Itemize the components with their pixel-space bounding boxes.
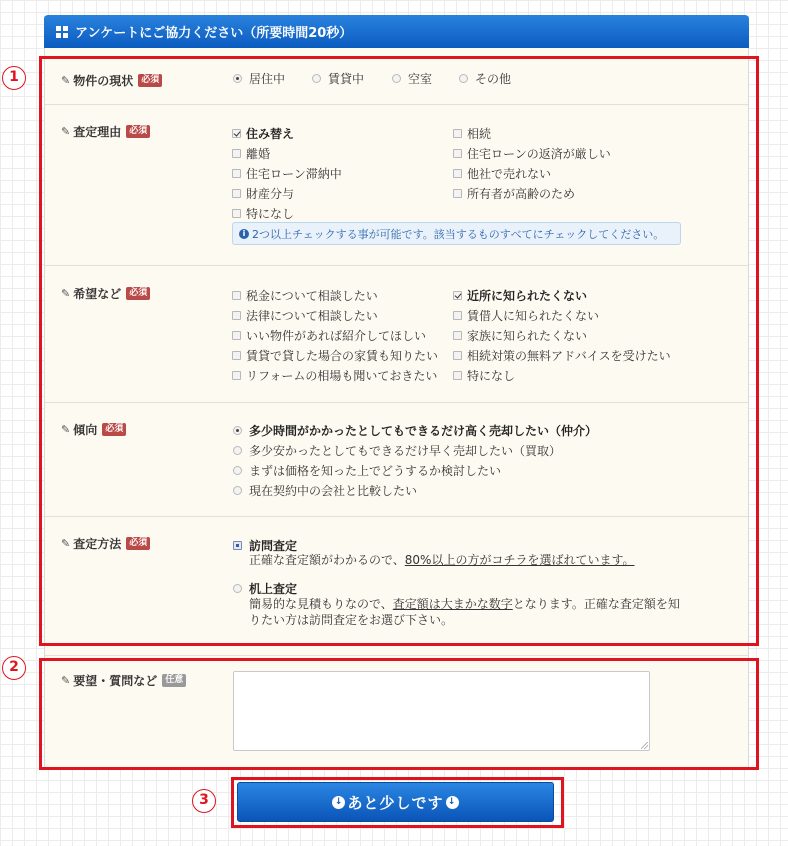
option-label: 多少安かったとしてもできるだけ早く売却したい（買取） [249,444,562,458]
annotation-box-1 [39,56,759,646]
visit-desc-text: 正確な査定額がわかるので、 [249,553,405,567]
option-label: 近所に知られたくない [467,289,588,303]
label-text: 査定理由 [73,125,122,139]
option-label: リフォームの相場も聞いておきたい [246,369,438,383]
option-label: 特になし [246,207,295,221]
option-label: 賃貸中 [328,72,365,86]
pencil-icon: ✎ [61,537,71,550]
info-icon: i [239,229,249,239]
required-badge: 必須 [126,287,150,300]
option-label: 離婚 [246,147,271,161]
option-label: 住み替え [246,127,295,141]
option-label: いい物件があれば紹介してほしい [246,329,427,343]
pencil-icon: ✎ [61,287,71,300]
pencil-icon: ✎ [61,674,71,687]
option-label: その他 [475,72,512,86]
marker-2: 2 [2,656,26,680]
label-text: 査定方法 [73,537,122,551]
option-label: 相続 [467,127,492,141]
option-label: 住宅ローンの返済が厳しい [467,147,611,161]
desk-desc-text-2: となります。正確な査定額を知 [512,597,680,611]
option-label: 多少時間がかかったとしてもできるだけ高く売却したい（仲介） [249,424,598,438]
label-text: 希望など [73,287,122,301]
option-label: 空室 [408,72,433,86]
label-text: 要望・質問など [73,674,158,688]
arrow-circle-down-icon: ↓ [446,796,459,809]
option-label: 財産分与 [246,187,295,201]
desk-desc-highlight: 査定額は大まかな数字 [392,597,513,611]
option-label: 他社で売れない [467,167,552,181]
arrow-circle-down-icon: ↓ [332,796,345,809]
label-text: 傾向 [73,423,98,437]
visit-desc-highlight: 80%以上の方がコチラを選ばれています。 [404,553,635,567]
optional-badge: 任意 [162,674,186,687]
required-badge: 必須 [102,423,126,436]
pencil-icon: ✎ [61,74,71,87]
pencil-icon: ✎ [61,125,71,138]
option-label: 賃借人に知られたくない [467,309,600,323]
option-label: 住宅ローン滞納中 [246,167,342,181]
required-badge: 必須 [126,125,150,138]
option-label: 家族に知られたくない [467,329,588,343]
option-label: 所有者が高齢のため [467,187,576,201]
required-badge: 必須 [126,537,150,550]
option-label: 賃貸で貸した場合の家賃も知りたい [246,349,439,363]
pencil-icon: ✎ [61,423,71,436]
desk-desc-text-3: りたい方は訪問査定をお選び下さい。 [249,613,454,627]
annotation-box-2 [39,658,759,770]
survey-header [44,15,749,48]
option-label: 居住中 [249,72,286,86]
option-label: 現在契約中の会社と比較したい [249,484,418,498]
required-badge: 必須 [138,74,162,87]
option-label: 特になし [467,369,516,383]
marker-3: 3 [192,789,216,813]
option-label: 相続対策の無料アドバイスを受けたい [467,349,671,363]
option-label: 机上査定 [249,582,298,596]
option-label: 法律について相談したい [246,309,378,323]
marker-1: 1 [2,66,26,90]
survey-title: アンケートにご協力ください（所要時間20秒） [75,26,353,41]
submit-label: あと少しです [347,793,444,812]
annotation-box-3 [231,777,564,828]
grid-icon [56,26,68,38]
info-text: 2つ以上チェックする事が可能です。該当するものすべてにチェックしてください。 [252,227,665,241]
option-label: まずは価格を知った上でどうするか検討したい [249,464,502,478]
desk-desc-text: 簡易的な見積もりなので、 [249,597,393,611]
option-label: 訪問査定 [249,539,298,553]
option-label: 税金について相談したい [246,289,378,303]
label-text: 物件の現状 [73,74,134,88]
